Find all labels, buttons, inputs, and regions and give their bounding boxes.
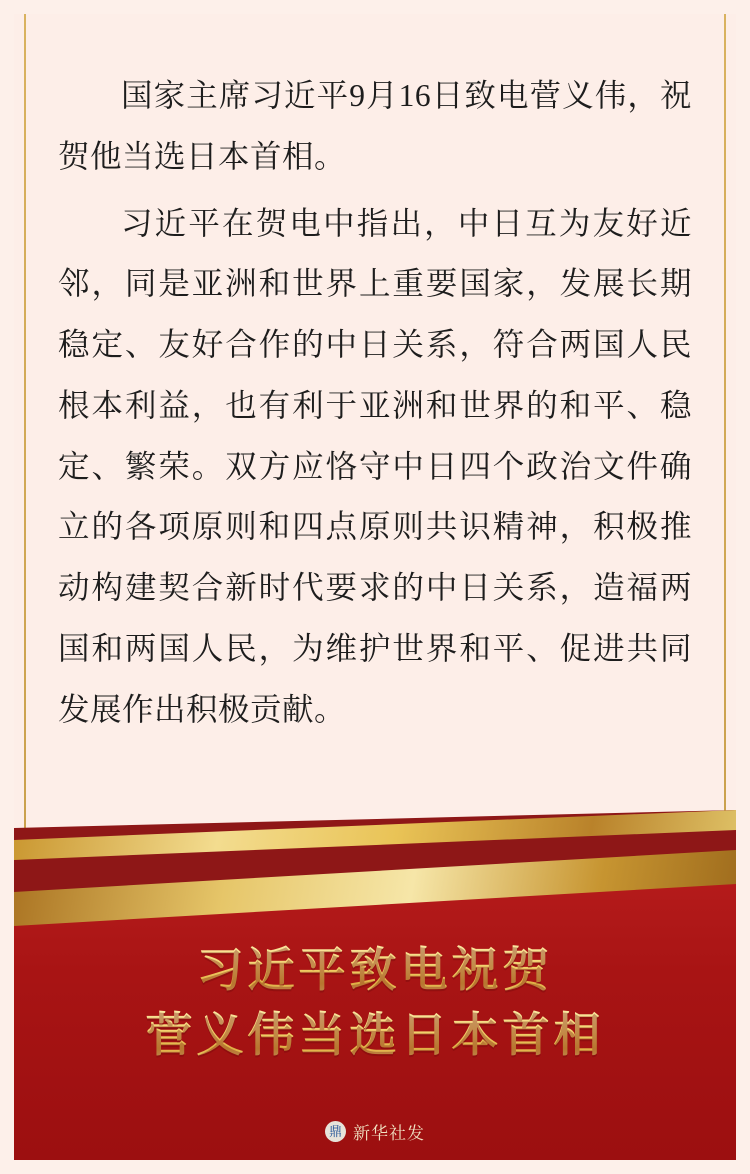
headline-block	[14, 938, 736, 1068]
bottom-banner	[14, 810, 736, 1160]
credit-text: 新华社发	[353, 1124, 425, 1143]
paragraph-2: 习近平在贺电中指出，中日互为友好近邻，同是亚洲和世界上重要国家，发展长期稳定、友好合作的中日关系，符合两国人民根本利益，也有利于亚洲和世界的和平、稳定、繁荣。双方应恪守中日四个政治文件确立的各项原则和四点原则共识精神，积极推动构建契合新时代要求的中日关系，造福两国和两国人民，为维护世界和平、促进共同发展作出积极贡献。	[58, 205, 692, 727]
headline-line-1: 习近平致电祝贺	[14, 938, 736, 1003]
poster-inner	[14, 14, 736, 1160]
xinhua-logo-icon: 鼎	[325, 1121, 346, 1142]
headline-line-2: 菅义伟当选日本首相	[14, 1003, 736, 1068]
article-body	[58, 66, 692, 747]
credit-block	[14, 1119, 736, 1144]
paragraph-1: 国家主席习近平9月16日致电菅义伟，祝贺他当选日本首相。	[58, 78, 692, 174]
